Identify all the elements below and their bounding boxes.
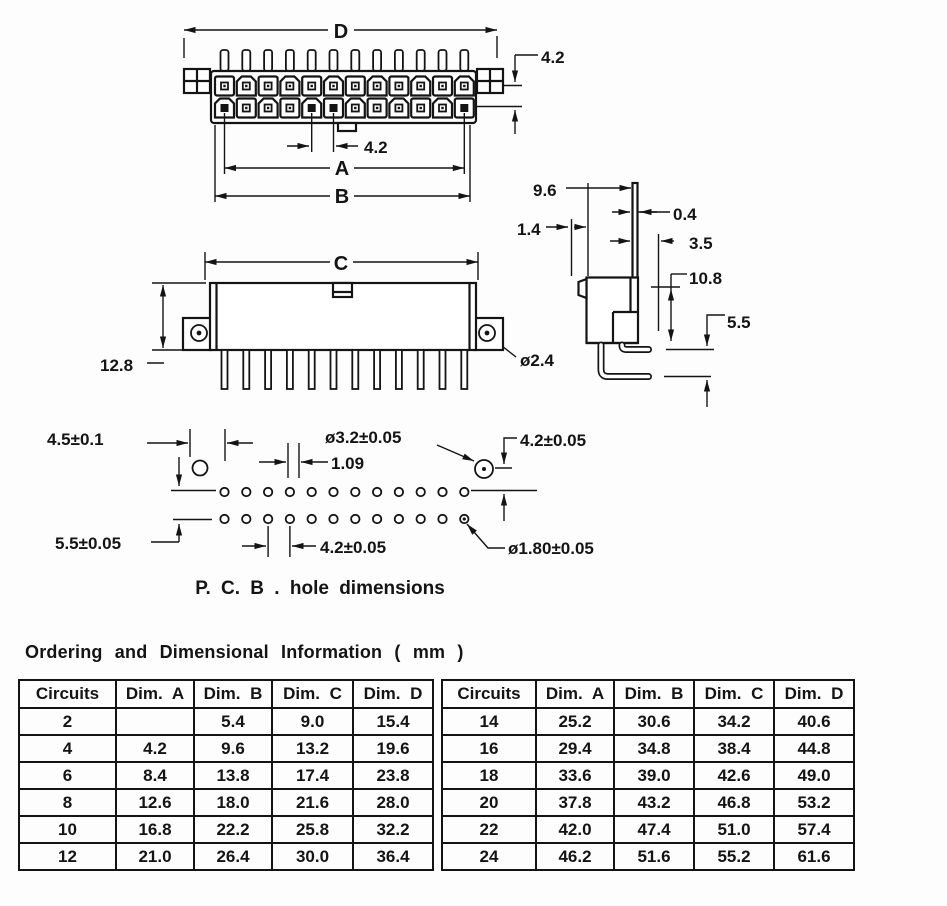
- table-cell: 20: [442, 789, 536, 816]
- dimension-table-left: [18, 679, 434, 871]
- pin-hole: [242, 515, 250, 523]
- terminal-dot: [441, 107, 443, 109]
- dim-label-pin-thickness: 0.4: [673, 205, 697, 224]
- table-cell: 16.8: [116, 816, 194, 843]
- table-title: Ordering and Dimensional Information ( mm ): [25, 642, 464, 662]
- table-cell: 8.4: [116, 762, 194, 789]
- pcb-mount-hole: [193, 461, 208, 476]
- dimension-table-right: [441, 679, 855, 871]
- terminal-filled: [460, 104, 468, 112]
- dim-label-mount-offset: 4.5±0.1: [47, 430, 104, 449]
- solder-pin: [461, 350, 467, 389]
- dim-label-slot: 1.09: [331, 454, 365, 473]
- table-cell: 43.2: [614, 789, 694, 816]
- table-cell: 26.4: [194, 843, 272, 870]
- mating-pin: [417, 50, 425, 71]
- table-cell: 18.0: [194, 789, 272, 816]
- dim-label-b: B: [334, 186, 350, 208]
- table-cell: 47.4: [614, 816, 694, 843]
- mating-pin: [264, 50, 272, 71]
- table-cell: [116, 708, 194, 735]
- table-cell: 19.6: [353, 735, 433, 762]
- solder-pin: [396, 350, 402, 389]
- table-row: [442, 816, 854, 843]
- table-cell: 30.0: [272, 843, 353, 870]
- terminal-dot: [354, 85, 356, 87]
- table-row: [442, 789, 854, 816]
- table-row: [19, 735, 433, 762]
- front-mating-pins: [221, 50, 469, 71]
- table-cell: 25.8: [272, 816, 353, 843]
- dim-label-row-spacing: 5.5: [727, 313, 751, 332]
- table-row: [442, 735, 854, 762]
- table-row: [19, 708, 433, 735]
- table-cell: 6: [19, 762, 116, 789]
- dim-label-d: D: [333, 21, 349, 43]
- front-mount-bracket-right: [477, 69, 503, 93]
- mating-pin: [373, 50, 381, 71]
- table-cell: 13.2: [272, 735, 353, 762]
- solder-pin: [374, 350, 380, 389]
- pin-hole: [351, 488, 359, 496]
- table-cell: 46.2: [536, 843, 614, 870]
- table-cell: 51.6: [614, 843, 694, 870]
- dim-label-height: 12.8: [100, 356, 134, 375]
- table-cell: 9.6: [194, 735, 272, 762]
- table-cell: 23.8: [353, 762, 433, 789]
- dim-hole-offset-lines: [471, 438, 537, 521]
- terminal-filled: [221, 104, 229, 112]
- pin-hole: [395, 515, 403, 523]
- pin-hole: [220, 488, 228, 496]
- pin-hole: [395, 488, 403, 496]
- pin-hole: [329, 488, 337, 496]
- mating-pin: [221, 50, 229, 71]
- terminal-dot: [420, 85, 422, 87]
- table-cell: 4: [19, 735, 116, 762]
- table-cell: 28.0: [353, 789, 433, 816]
- side-solder-tails: [587, 343, 649, 377]
- pcb-caption: P. C. B . hole dimensions: [195, 578, 445, 599]
- front-mount-bracket-left: [184, 69, 210, 93]
- pin-hole: [373, 488, 381, 496]
- column-header: Circuits: [442, 680, 536, 708]
- dim-mount-offset-lines: [147, 429, 253, 461]
- dim-label-hole-offset: 4.2±0.05: [520, 431, 587, 450]
- pin-hole-dia-leader: [467, 524, 505, 548]
- table-cell: 39.0: [614, 762, 694, 789]
- dim-label-mount-hole: ø2.4: [520, 351, 555, 370]
- mating-pin: [286, 50, 294, 71]
- pcb-view: [47, 428, 594, 599]
- table-cell: 13.8: [194, 762, 272, 789]
- table-cell: 44.8: [774, 735, 854, 762]
- terminal-dot: [398, 85, 400, 87]
- dim-hole-pitch-lines: [242, 526, 316, 557]
- solder-pin: [418, 350, 424, 389]
- mating-pin: [308, 50, 316, 71]
- table-cell: 37.8: [536, 789, 614, 816]
- table-cell: 18: [442, 762, 536, 789]
- pin-hole: [242, 488, 250, 496]
- solder-pin: [331, 350, 337, 389]
- table-cell: 8: [19, 789, 116, 816]
- table-cell: 30.6: [614, 708, 694, 735]
- column-header: Dim. D: [353, 680, 433, 708]
- terminal-dot: [223, 85, 225, 87]
- profile-pins: [222, 350, 468, 389]
- table-row: [19, 843, 433, 870]
- table-cell: 15.4: [353, 708, 433, 735]
- table-cell: 42.0: [536, 816, 614, 843]
- table-cell: 38.4: [694, 735, 774, 762]
- solder-pin: [243, 350, 249, 389]
- table-cell: 32.2: [353, 816, 433, 843]
- table-cell: 9.0: [272, 708, 353, 735]
- dim-label-c: C: [333, 253, 349, 275]
- pin-hole: [460, 488, 468, 496]
- table-cell: 33.6: [536, 762, 614, 789]
- terminal-filled: [308, 104, 316, 112]
- mating-pin: [439, 50, 447, 71]
- table-cell: 51.0: [694, 816, 774, 843]
- table-cell: 61.6: [774, 843, 854, 870]
- solder-pin: [287, 350, 293, 389]
- dimension-tables: [18, 679, 855, 871]
- pin-hole: [264, 515, 272, 523]
- table-cell: 24: [442, 843, 536, 870]
- table-cell: 5.4: [194, 708, 272, 735]
- terminal-dot: [332, 85, 334, 87]
- mating-pin: [351, 50, 359, 71]
- dim-label-pin-hole-dia: ø1.80±0.05: [508, 539, 594, 558]
- terminal-dot: [311, 85, 313, 87]
- dim-label-setback: 9.6: [533, 181, 557, 200]
- dim-depth-lines: [651, 274, 687, 341]
- dim-label-pcb-row-spacing: 5.5±0.05: [55, 534, 122, 553]
- column-header: Dim. A: [536, 680, 614, 708]
- side-mating-pin: [633, 183, 638, 278]
- dim-label-hole-pitch: 4.2±0.05: [320, 538, 387, 557]
- dim-row-pitch-lines: [477, 55, 538, 134]
- table-cell: 21.6: [272, 789, 353, 816]
- pin-hole: [438, 515, 446, 523]
- column-header: Dim. C: [272, 680, 353, 708]
- pin-hole: [351, 515, 359, 523]
- pin-hole: [286, 488, 294, 496]
- solder-pin: [222, 350, 228, 389]
- table-cell: 17.4: [272, 762, 353, 789]
- column-header: Circuits: [19, 680, 116, 708]
- dim-label-wall: 1.4: [517, 220, 541, 239]
- mating-pin: [460, 50, 468, 71]
- profile-view: [100, 252, 503, 389]
- table-cell: 12: [19, 843, 116, 870]
- front-view: [184, 21, 565, 208]
- table-cell: 22: [442, 816, 536, 843]
- front-polarizing-tab: [338, 123, 356, 131]
- table-cell: 14: [442, 708, 536, 735]
- pin-hole: [308, 515, 316, 523]
- terminal-dot: [441, 85, 443, 87]
- table-row: [19, 762, 433, 789]
- terminal-dot: [376, 85, 378, 87]
- terminal-dot: [376, 107, 378, 109]
- table-cell: 49.0: [774, 762, 854, 789]
- table-row: [442, 843, 854, 870]
- pin-hole: [329, 515, 337, 523]
- solder-pin: [352, 350, 358, 389]
- pin-hole: [417, 488, 425, 496]
- dim-label-stickout: 3.5: [689, 234, 713, 253]
- table-cell: 34.8: [614, 735, 694, 762]
- terminal-dot: [463, 85, 465, 87]
- terminal-dot: [267, 85, 269, 87]
- table-cell: 2: [19, 708, 116, 735]
- column-header: Dim. A: [116, 680, 194, 708]
- side-latch: [579, 279, 587, 298]
- table-row: [442, 708, 854, 735]
- table-row: [19, 816, 433, 843]
- dim-slot-lines: [259, 443, 328, 478]
- column-header: Dim. B: [614, 680, 694, 708]
- terminal-dot: [354, 107, 356, 109]
- mount-hole-dia-leader: [437, 445, 474, 461]
- pin-hole: [308, 488, 316, 496]
- table-cell: 29.4: [536, 735, 614, 762]
- column-header: Dim. D: [774, 680, 854, 708]
- terminal-filled: [330, 104, 338, 112]
- mating-pin: [242, 50, 250, 71]
- table-cell: 34.2: [694, 708, 774, 735]
- terminal-dot: [245, 107, 247, 109]
- pin-hole: [220, 515, 228, 523]
- pin-hole: [417, 515, 425, 523]
- terminal-dot: [398, 107, 400, 109]
- dim-row-spacing-lines: [664, 315, 725, 407]
- pcb-holes: [220, 488, 468, 523]
- table-cell: 40.6: [774, 708, 854, 735]
- table-cell: 21.0: [116, 843, 194, 870]
- terminal-dot: [289, 107, 291, 109]
- table-cell: 25.2: [536, 708, 614, 735]
- mating-pin: [395, 50, 403, 71]
- side-view: [493, 181, 751, 407]
- mating-pin: [330, 50, 338, 71]
- table-cell: 55.2: [694, 843, 774, 870]
- table-row: [442, 762, 854, 789]
- table-cell: 36.4: [353, 843, 433, 870]
- table-cell: 53.2: [774, 789, 854, 816]
- profile-notch: [333, 283, 352, 297]
- table-row: [19, 789, 433, 816]
- table-cell: 12.6: [116, 789, 194, 816]
- table-cell: 46.8: [694, 789, 774, 816]
- pin-hole: [438, 488, 446, 496]
- table-cell: 57.4: [774, 816, 854, 843]
- terminal-dot: [289, 85, 291, 87]
- table-cell: 16: [442, 735, 536, 762]
- terminal-dot: [267, 107, 269, 109]
- column-header: Dim. C: [694, 680, 774, 708]
- header-row: [442, 680, 854, 708]
- solder-pin: [265, 350, 271, 389]
- pin-hole: [286, 515, 294, 523]
- table-cell: 22.2: [194, 816, 272, 843]
- pin-hole: [373, 515, 381, 523]
- header-row: [19, 680, 433, 708]
- dim-label-row-pitch: 4.2: [541, 48, 565, 67]
- solder-pin: [309, 350, 315, 389]
- pin-hole: [264, 488, 272, 496]
- dim-label-pin-pitch: 4.2: [364, 138, 388, 157]
- solder-pin: [440, 350, 446, 389]
- table-cell: 42.6: [694, 762, 774, 789]
- dim-label-a: A: [334, 158, 350, 180]
- table-cell: 10: [19, 816, 116, 843]
- terminal-dot: [420, 107, 422, 109]
- dim-label-mount-hole-dia: ø3.2±0.05: [325, 428, 402, 447]
- dim-label-depth: 10.8: [689, 269, 723, 288]
- pin-hole-center-dot: [463, 517, 466, 520]
- terminal-dot: [245, 85, 247, 87]
- table-cell: 4.2: [116, 735, 194, 762]
- column-header: Dim. B: [194, 680, 272, 708]
